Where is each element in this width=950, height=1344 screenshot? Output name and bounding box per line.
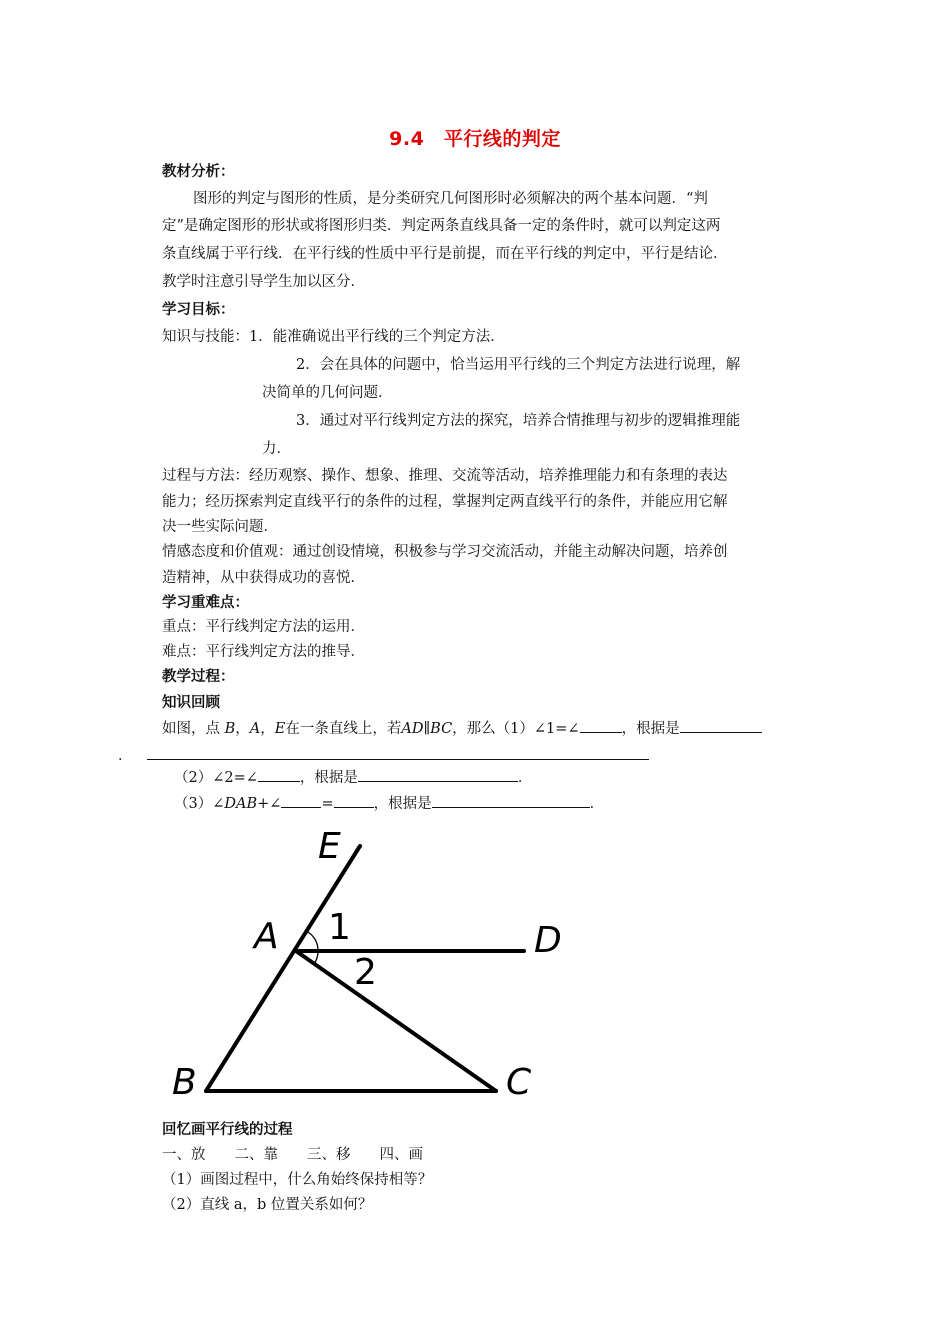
knowledge-label: 知识与技能： xyxy=(162,329,249,345)
process-line: 过程与方法：经历观察、操作、想象、推理、交流等活动，培养推理能力和有条理的表达 xyxy=(162,468,728,484)
goals-heading: 学习目标： xyxy=(162,302,235,318)
question-2 xyxy=(174,766,532,787)
parallel-condition: AD∥BC xyxy=(401,721,453,737)
question-1 xyxy=(162,717,762,738)
analysis-line: 教学时注意引导学生加以区分． xyxy=(162,274,365,290)
question-text: ，根据是 xyxy=(373,796,432,812)
answer-blank[interactable] xyxy=(680,718,762,733)
knowledge-goal-3: 3．通过对平行线判定方法的探究，培养合情推理与初步的逻辑推理能 xyxy=(296,413,741,429)
recall-question-1: （1）画图过程中，什么角始终保持相等？ xyxy=(162,1172,433,1188)
question-text: = xyxy=(321,796,334,812)
question-text: ． xyxy=(517,770,533,786)
knowledge-line xyxy=(162,325,505,346)
analysis-line: 条直线属于平行线．在平行线的性质中平行是前提，而在平行线的判定中，平行是结论． xyxy=(162,246,728,262)
label-B: B xyxy=(172,1062,197,1103)
analysis-heading: 教材分析： xyxy=(162,164,235,180)
angle-label: DAB xyxy=(224,796,258,812)
geometry-figure xyxy=(160,818,580,1108)
recall-steps: 一、放 二、靠 三、移 四、画 xyxy=(162,1147,423,1163)
difficult-point: 难点：平行线判定方法的推导． xyxy=(162,644,365,660)
question-text: ． xyxy=(118,748,133,764)
emotion-line: 情感态度和价值观：通过创设情境，积极参与学习交流活动，并能主动解决问题，培养创 xyxy=(162,544,728,560)
question-text: +∠ xyxy=(257,796,282,812)
line-EB xyxy=(206,846,360,1091)
label-D: D xyxy=(534,920,562,961)
label-A: A xyxy=(254,916,279,957)
line-AC xyxy=(296,951,496,1091)
answer-blank[interactable] xyxy=(281,793,321,808)
key-points-heading: 学习重难点： xyxy=(162,595,249,611)
emotion-line: 造精神，从中获得成功的喜悦． xyxy=(162,570,365,586)
question-text: ，根据是 xyxy=(299,770,358,786)
point-label: B xyxy=(224,721,236,737)
question-text: （3）∠ xyxy=(174,796,225,812)
label-angle-2: 2 xyxy=(354,952,377,993)
knowledge-goal-3-cont: 力． xyxy=(262,441,291,457)
answer-blank[interactable] xyxy=(358,767,518,782)
point-label: E xyxy=(274,721,286,737)
question-text: 在一条直线上，若 xyxy=(285,721,402,737)
question-text: 如图，点 xyxy=(162,721,220,737)
question-1-cont xyxy=(118,744,649,765)
question-text: ，那么（1）∠1=∠ xyxy=(452,721,580,737)
key-point: 重点：平行线判定方法的运用． xyxy=(162,619,365,635)
recall-question-2: （2）直线 a，b 位置关系如何？ xyxy=(162,1197,373,1213)
process-line: 能力；经历探索判定直线平行的条件的过程，掌握判定两直线平行的条件，并能应用它解 xyxy=(162,494,728,510)
angle-1-arc xyxy=(308,932,318,951)
question-3 xyxy=(174,792,604,813)
answer-blank[interactable] xyxy=(147,745,649,760)
review-heading: 知识回顾 xyxy=(162,695,220,711)
question-text: ， xyxy=(235,721,250,737)
process-line: 决一些实际问题． xyxy=(162,519,278,535)
answer-blank[interactable] xyxy=(334,793,374,808)
label-angle-1: 1 xyxy=(328,907,351,948)
label-E: E xyxy=(318,826,341,867)
analysis-line: 定”是确定图形的形状或将图形归类．判定两条直线具备一定的条件时，就可以判定这两 xyxy=(162,218,721,234)
page-title: 9.4 平行线的判定 xyxy=(389,128,561,150)
question-text: （2）∠2=∠ xyxy=(174,770,258,786)
teaching-heading: 教学过程： xyxy=(162,669,235,685)
question-text: ，根据是 xyxy=(621,721,680,737)
analysis-line: 图形的判定与图形的性质，是分类研究几何图形时必须解决的两个基本问题．“判 xyxy=(193,191,708,207)
answer-blank[interactable] xyxy=(580,718,622,733)
answer-blank[interactable] xyxy=(258,767,300,782)
label-C: C xyxy=(506,1062,532,1103)
point-label: A xyxy=(249,721,261,737)
knowledge-goal-2-cont: 决简单的几何问题． xyxy=(262,385,393,401)
knowledge-goal-1: 1．能准确说出平行线的三个判定方法． xyxy=(249,329,505,345)
answer-blank[interactable] xyxy=(432,793,590,808)
question-text: ． xyxy=(589,796,605,812)
question-text: ， xyxy=(260,721,275,737)
recall-heading: 回忆画平行线的过程 xyxy=(162,1122,293,1138)
knowledge-goal-2: 2．会在具体的问题中，恰当运用平行线的三个判定方法进行说理，解 xyxy=(296,357,741,373)
